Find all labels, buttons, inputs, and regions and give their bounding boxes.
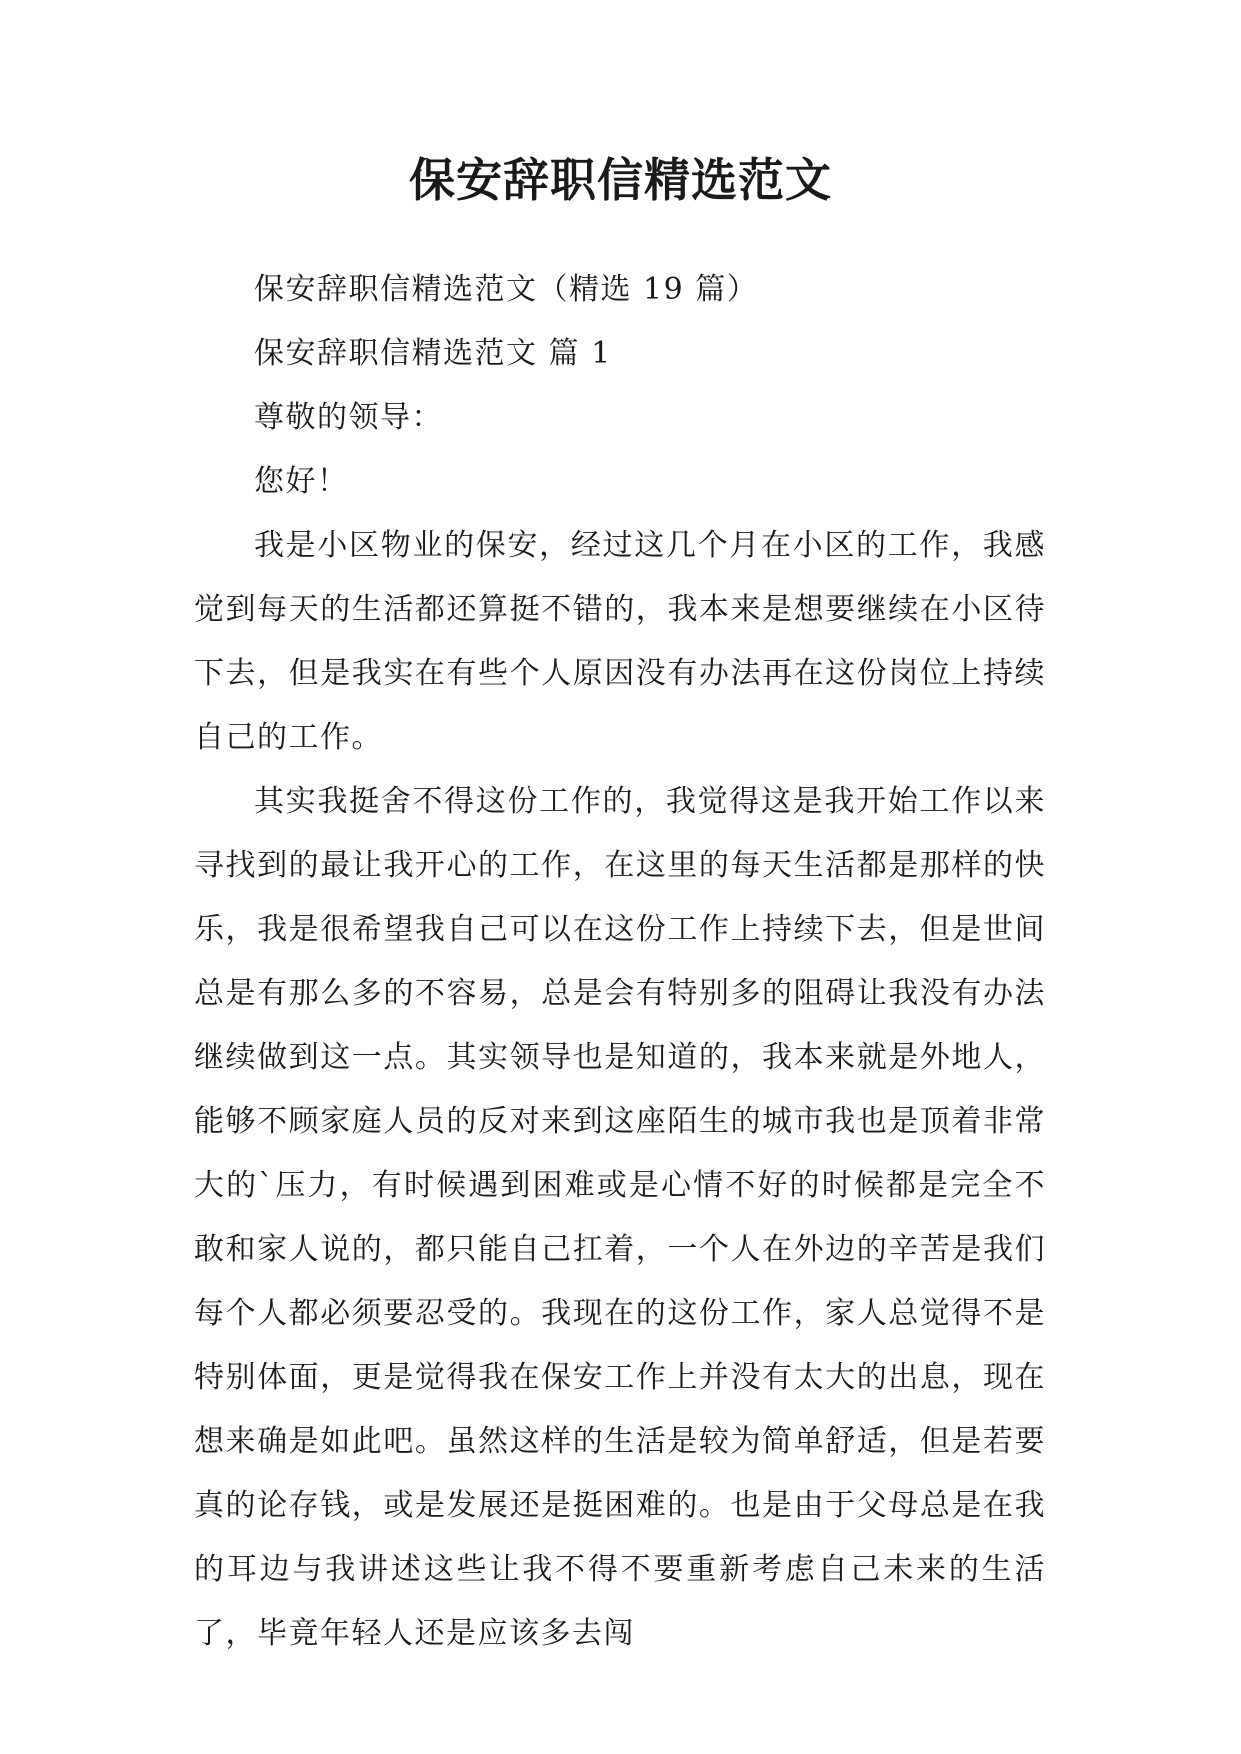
body-paragraph: 其实我挺舍不得这份工作的，我觉得这是我开始工作以来寻找到的最让我开心的工作，在这里的每天生活都是那样的快乐，我是很希望我自己可以在这份工作上持续下去，但是世间总是有那么多的不容易，总是会有特别多的阻碍让我没有办法继续做到这一点。其实领导也是知道的，我本来就是外地人，能够不顾家庭人员的反对来到这座陌生的城市我也是顶着非常大的`压力，有时候遇到困难或是心情不好的时候都是完全不敢和家人说的，都只能自己扛着，一个人在外边的辛苦是我们每个人都必须要忍受的。我现在的这份工作，家人总觉得不是特别体面，更是觉得我在保安工作上并没有太大的出息，现在想来确是如此吧。虽然这样的生活是较为简单舒适，但是若要真的论存钱，或是发展还是挺困难的。也是由于父母总是在我的耳边与我讲述这些让我不得不要重新考虑自己未来的生活了，毕竟年轻人还是应该多去闯 [194, 784, 1046, 1651]
document-title: 保安辞职信精选范文 [409, 153, 832, 207]
greeting: 您好！ [254, 464, 349, 499]
subtitle-line: 保安辞职信精选范文（精选 19 篇） [254, 272, 759, 307]
document-body [194, 258, 1046, 1666]
section-heading: 保安辞职信精选范文 篇 1 [254, 336, 612, 371]
salutation: 尊敬的领导： [254, 400, 443, 435]
body-paragraph: 我是小区物业的保安，经过这几个月在小区的工作，我感觉到每天的生活都还算挺不错的，我本来是想要继续在小区待下去，但是我实在有些个人原因没有办法再在这份岗位上持续自己的工作。 [194, 528, 1046, 755]
